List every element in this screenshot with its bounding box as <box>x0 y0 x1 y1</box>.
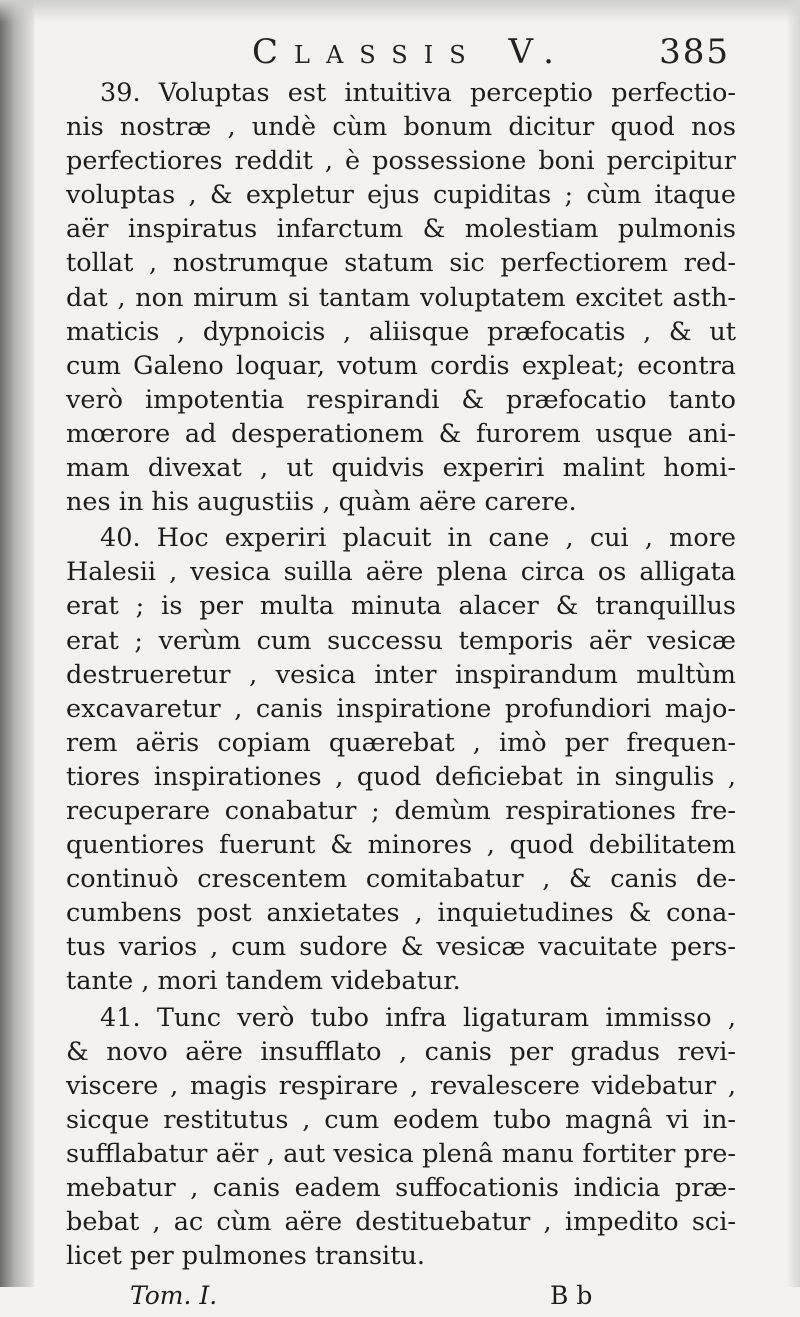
text-line: cum Galeno loquar, votum cordis expleat; econtra <box>66 350 736 381</box>
paragraph-39 <box>66 76 736 519</box>
text-line: excavaretur , canis inspiratione profundiori majo- <box>66 693 736 724</box>
paragraph-41 <box>66 1001 736 1274</box>
text-line: erat ; is per multa minuta alacer & tranquillus <box>66 591 736 622</box>
text-line: continuò crescentem comitabatur , & canis de- <box>66 864 736 895</box>
text-line: tante , mori tandem videbatur. <box>66 966 461 997</box>
text-line: mœrore ad desperationem & furorem usque ani- <box>66 418 736 449</box>
text-line: nis nostræ , undè cùm bonum dicitur quod nos <box>66 112 736 143</box>
page-footer <box>66 1277 736 1317</box>
text-line: cumbens post anxietates , inquietudines & cona- <box>66 898 736 929</box>
paragraph-40 <box>66 521 736 998</box>
text-line: verò impotentia respirandi & præfocatio tanto <box>66 384 736 415</box>
scan-shadow-left <box>0 0 34 1287</box>
sheet-mark: B b <box>550 1281 593 1311</box>
text-line: recuperare conabatur ; demùm respirationes fre- <box>66 795 736 826</box>
page-number: 385 <box>659 32 730 72</box>
text-line: 40. Hoc experiri placuit in cane , cui , more <box>100 523 736 554</box>
text-line: erat ; verùm cum successu temporis aër vesicæ <box>66 625 736 656</box>
text-line: sicque restitutus , cum eodem tubo magnâ vi in- <box>66 1104 736 1135</box>
text-line: & novo aëre insufflato , canis per gradus revi- <box>66 1036 736 1067</box>
text-line: 39. Voluptas est intuitiva perceptio perfectio- <box>100 78 736 108</box>
text-line: quentiores fuerunt & minores , quod debilitatem <box>66 830 736 861</box>
book-page <box>66 30 736 1311</box>
text-line: voluptas , & expletur ejus cupiditas ; cùm itaque <box>66 180 736 211</box>
text-line: perfectiores reddit , è possessione boni percipitur <box>66 146 736 177</box>
body-text <box>66 76 736 1273</box>
text-line: licet per pulmones transitu. <box>66 1241 425 1272</box>
text-line: 41. Tunc verò tubo infra ligaturam immisso , <box>100 1002 736 1033</box>
text-line: tus varios , cum sudore & vesicæ vacuitate pers- <box>66 932 736 963</box>
text-line: sufflabatur aër , aut vesica plenâ manu fortiter pre- <box>66 1138 736 1169</box>
text-line: tiores inspirationes , quod deficiebat in singulis , <box>66 761 736 792</box>
text-line: tollat , nostrumque statum sic perfectiorem red- <box>66 248 736 279</box>
scan-shadow-top <box>0 0 800 22</box>
running-head: Classis V. <box>252 32 570 72</box>
page-header <box>66 30 736 76</box>
text-line: nes in his augustiis , quàm aëre carere. <box>66 487 577 518</box>
volume-signature: Tom. I. <box>130 1281 218 1311</box>
text-line: destrueretur , vesica inter inspirandum multùm <box>66 659 736 690</box>
text-line: dat , non mirum si tantam voluptatem excitet asth- <box>66 282 736 313</box>
text-line: bebat , ac cùm aëre destituebatur , impedito sci- <box>66 1207 736 1238</box>
text-line: aër inspiratus infarctum & molestiam pulmonis <box>66 214 736 245</box>
text-line: maticis , dypnoicis , aliisque præfocatis , & ut <box>66 316 736 347</box>
text-line: Halesii , vesica suilla aëre plena circa os alligata <box>66 557 736 588</box>
text-line: mam divexat , ut quidvis experiri malint homi- <box>66 453 736 484</box>
text-line: rem aëris copiam quærebat , imò per frequen- <box>66 727 736 758</box>
text-line: mebatur , canis eadem suffocationis indicia præ- <box>66 1173 736 1203</box>
text-line: viscere , magis respirare , revalescere videbatur , <box>66 1070 736 1101</box>
scan-shadow-right <box>786 0 800 1287</box>
